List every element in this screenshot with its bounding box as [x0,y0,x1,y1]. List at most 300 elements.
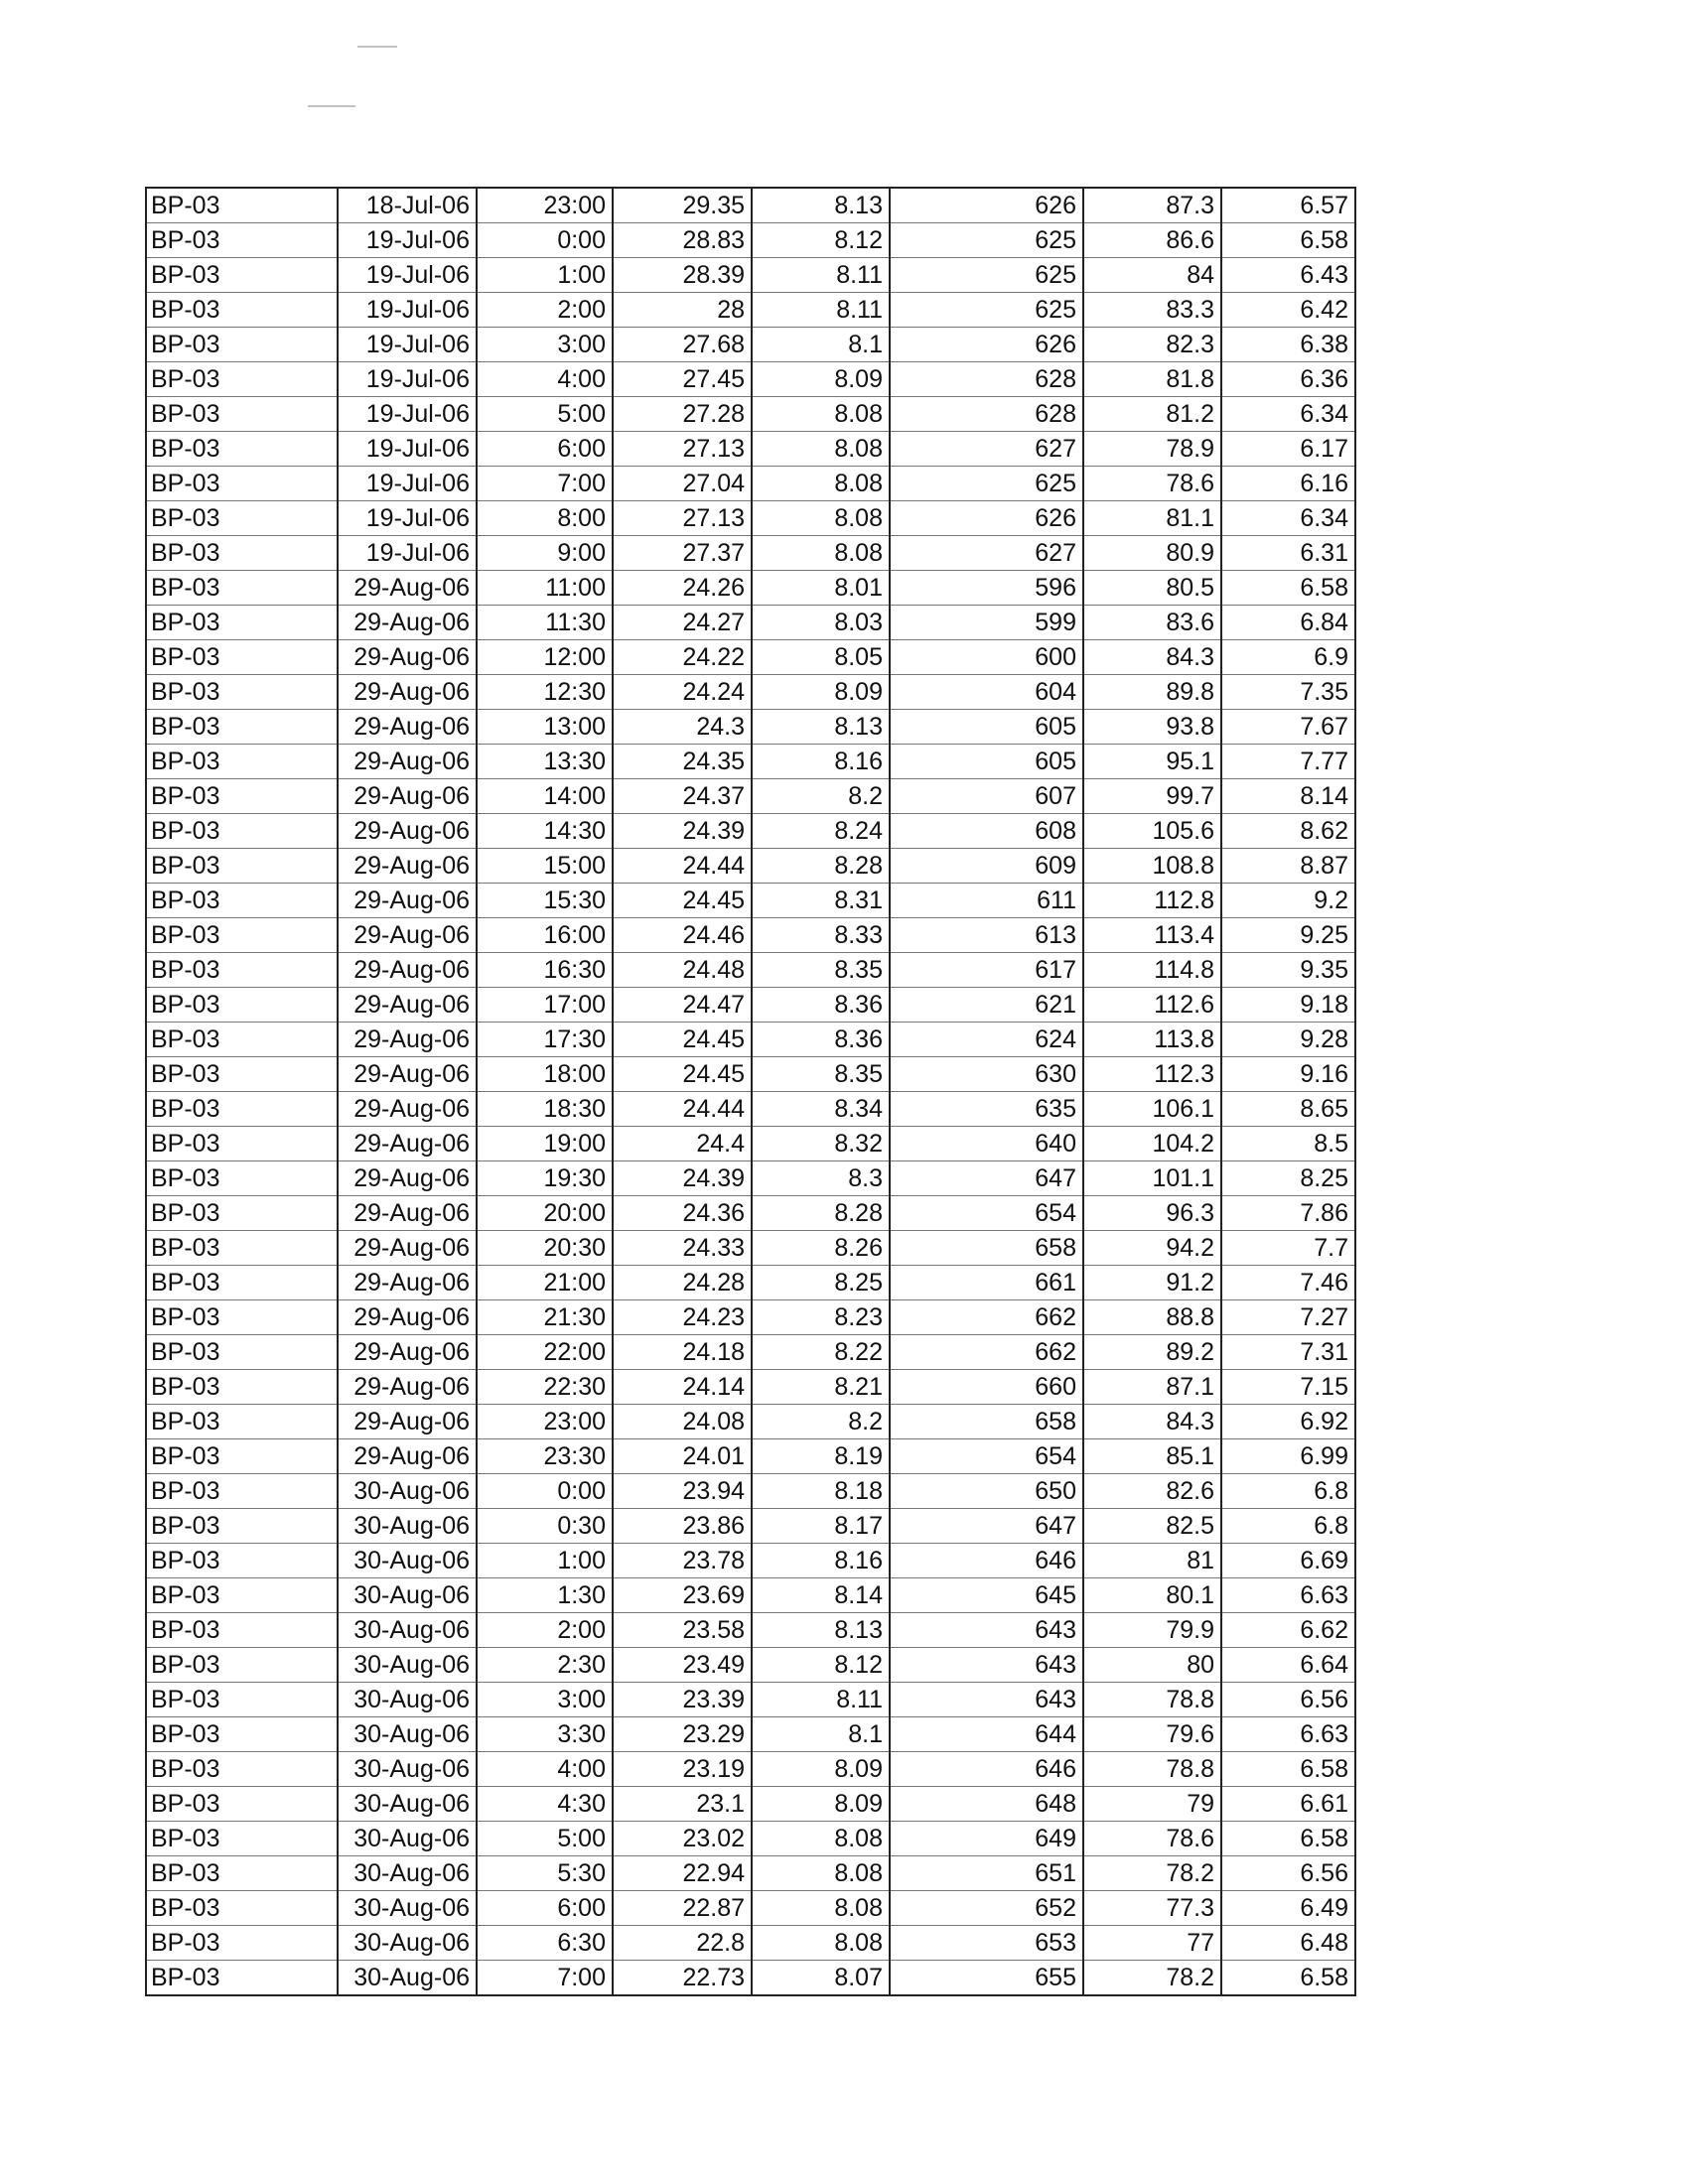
value-cell-4: 77.3 [1083,1891,1221,1926]
value-cell-2: 8.18 [752,1474,890,1509]
value-cell-1: 23.78 [613,1544,752,1578]
value-cell-4: 78.2 [1083,1961,1221,1996]
value-cell-3: 627 [890,536,1083,571]
table-row [146,1544,1355,1578]
value-cell-1: 23.1 [613,1787,752,1822]
value-cell-4: 104.2 [1083,1127,1221,1161]
value-cell-3: 647 [890,1161,1083,1196]
value-cell-3: 643 [890,1683,1083,1717]
value-cell-3: 628 [890,362,1083,397]
date-cell: 29-Aug-06 [338,918,477,953]
value-cell-2: 8.28 [752,849,890,884]
value-cell-4: 112.6 [1083,988,1221,1023]
table-row [146,571,1355,606]
date-cell: 19-Jul-06 [338,397,477,432]
time-cell: 4:00 [477,362,613,397]
time-cell: 12:00 [477,640,613,675]
value-cell-3: 653 [890,1926,1083,1961]
table-row [146,1926,1355,1961]
date-cell: 19-Jul-06 [338,328,477,362]
value-cell-1: 24.33 [613,1231,752,1266]
value-cell-3: 649 [890,1822,1083,1856]
value-cell-2: 8.36 [752,1023,890,1057]
value-cell-5: 6.49 [1221,1891,1355,1926]
value-cell-1: 23.58 [613,1613,752,1648]
value-cell-3: 625 [890,467,1083,501]
time-cell: 4:30 [477,1787,613,1822]
station-cell: BP-03 [146,293,338,328]
station-cell: BP-03 [146,953,338,988]
value-cell-5: 9.28 [1221,1023,1355,1057]
value-cell-4: 77 [1083,1926,1221,1961]
station-cell: BP-03 [146,467,338,501]
station-cell: BP-03 [146,501,338,536]
station-cell: BP-03 [146,1787,338,1822]
time-cell: 13:30 [477,745,613,779]
table-row [146,1127,1355,1161]
value-cell-3: 648 [890,1787,1083,1822]
value-cell-2: 8.34 [752,1092,890,1127]
table-row [146,1509,1355,1544]
value-cell-1: 28 [613,293,752,328]
value-cell-2: 8.21 [752,1370,890,1405]
date-cell: 29-Aug-06 [338,675,477,710]
date-cell: 18-Jul-06 [338,188,477,223]
value-cell-5: 6.42 [1221,293,1355,328]
value-cell-5: 7.31 [1221,1335,1355,1370]
value-cell-5: 6.38 [1221,328,1355,362]
value-cell-1: 24.14 [613,1370,752,1405]
value-cell-2: 8.12 [752,1648,890,1683]
time-cell: 0:00 [477,223,613,258]
scan-speck [308,105,355,107]
value-cell-3: 627 [890,432,1083,467]
station-cell: BP-03 [146,258,338,293]
value-cell-5: 6.58 [1221,1752,1355,1787]
value-cell-5: 6.31 [1221,536,1355,571]
value-cell-4: 78.6 [1083,1822,1221,1856]
date-cell: 30-Aug-06 [338,1474,477,1509]
date-cell: 29-Aug-06 [338,1335,477,1370]
time-cell: 3:00 [477,328,613,362]
table-row [146,467,1355,501]
value-cell-5: 7.77 [1221,745,1355,779]
value-cell-1: 23.49 [613,1648,752,1683]
value-cell-4: 89.2 [1083,1335,1221,1370]
value-cell-5: 6.57 [1221,188,1355,223]
date-cell: 29-Aug-06 [338,606,477,640]
value-cell-1: 24.18 [613,1335,752,1370]
value-cell-5: 7.67 [1221,710,1355,745]
value-cell-1: 24.28 [613,1266,752,1300]
value-cell-2: 8.05 [752,640,890,675]
value-cell-5: 6.56 [1221,1683,1355,1717]
value-cell-4: 79.6 [1083,1717,1221,1752]
table-row [146,1439,1355,1474]
station-cell: BP-03 [146,640,338,675]
value-cell-4: 79 [1083,1787,1221,1822]
value-cell-5: 6.8 [1221,1509,1355,1544]
date-cell: 19-Jul-06 [338,536,477,571]
time-cell: 3:00 [477,1683,613,1717]
table-row [146,1578,1355,1613]
value-cell-2: 8.2 [752,1405,890,1439]
value-cell-3: 654 [890,1439,1083,1474]
time-cell: 18:00 [477,1057,613,1092]
time-cell: 14:00 [477,779,613,814]
measurement-table [145,187,1356,1996]
time-cell: 2:00 [477,1613,613,1648]
value-cell-5: 6.92 [1221,1405,1355,1439]
value-cell-5: 6.34 [1221,397,1355,432]
date-cell: 29-Aug-06 [338,1161,477,1196]
table-row [146,675,1355,710]
value-cell-3: 626 [890,328,1083,362]
value-cell-2: 8.09 [752,1752,890,1787]
station-cell: BP-03 [146,1683,338,1717]
value-cell-5: 6.17 [1221,432,1355,467]
value-cell-4: 91.2 [1083,1266,1221,1300]
value-cell-4: 79.9 [1083,1613,1221,1648]
value-cell-2: 8.16 [752,1544,890,1578]
value-cell-1: 24.23 [613,1300,752,1335]
time-cell: 6:00 [477,1891,613,1926]
value-cell-4: 87.3 [1083,188,1221,223]
time-cell: 3:30 [477,1717,613,1752]
value-cell-3: 650 [890,1474,1083,1509]
value-cell-1: 24.08 [613,1405,752,1439]
time-cell: 11:30 [477,606,613,640]
value-cell-3: 630 [890,1057,1083,1092]
table-row [146,258,1355,293]
value-cell-5: 6.56 [1221,1856,1355,1891]
value-cell-4: 78.6 [1083,467,1221,501]
value-cell-5: 6.62 [1221,1613,1355,1648]
measurement-table-body [146,188,1355,1995]
station-cell: BP-03 [146,710,338,745]
value-cell-5: 9.25 [1221,918,1355,953]
value-cell-5: 7.27 [1221,1300,1355,1335]
station-cell: BP-03 [146,1405,338,1439]
table-row [146,1370,1355,1405]
value-cell-1: 23.69 [613,1578,752,1613]
time-cell: 15:00 [477,849,613,884]
time-cell: 6:30 [477,1926,613,1961]
station-cell: BP-03 [146,1127,338,1161]
value-cell-2: 8.13 [752,188,890,223]
value-cell-2: 8.25 [752,1266,890,1300]
value-cell-3: 611 [890,884,1083,918]
value-cell-2: 8.08 [752,1822,890,1856]
value-cell-2: 8.17 [752,1509,890,1544]
station-cell: BP-03 [146,606,338,640]
value-cell-4: 88.8 [1083,1300,1221,1335]
station-cell: BP-03 [146,918,338,953]
station-cell: BP-03 [146,1023,338,1057]
value-cell-1: 24.48 [613,953,752,988]
value-cell-5: 6.69 [1221,1544,1355,1578]
value-cell-2: 8.31 [752,884,890,918]
time-cell: 1:00 [477,1544,613,1578]
date-cell: 30-Aug-06 [338,1544,477,1578]
value-cell-3: 646 [890,1544,1083,1578]
time-cell: 23:00 [477,188,613,223]
value-cell-1: 24.46 [613,918,752,953]
value-cell-2: 8.26 [752,1231,890,1266]
value-cell-3: 662 [890,1300,1083,1335]
value-cell-5: 6.58 [1221,1822,1355,1856]
value-cell-5: 6.9 [1221,640,1355,675]
value-cell-4: 106.1 [1083,1092,1221,1127]
value-cell-2: 8.3 [752,1161,890,1196]
value-cell-3: 646 [890,1752,1083,1787]
value-cell-2: 8.08 [752,536,890,571]
value-cell-4: 87.1 [1083,1370,1221,1405]
value-cell-1: 24.37 [613,779,752,814]
date-cell: 30-Aug-06 [338,1717,477,1752]
value-cell-1: 27.37 [613,536,752,571]
value-cell-4: 81 [1083,1544,1221,1578]
value-cell-2: 8.08 [752,1891,890,1926]
value-cell-3: 658 [890,1231,1083,1266]
value-cell-3: 651 [890,1856,1083,1891]
value-cell-3: 625 [890,293,1083,328]
value-cell-1: 23.02 [613,1822,752,1856]
station-cell: BP-03 [146,1509,338,1544]
value-cell-2: 8.12 [752,223,890,258]
value-cell-5: 6.34 [1221,501,1355,536]
date-cell: 29-Aug-06 [338,1370,477,1405]
value-cell-4: 85.1 [1083,1439,1221,1474]
date-cell: 29-Aug-06 [338,849,477,884]
date-cell: 29-Aug-06 [338,1231,477,1266]
value-cell-3: 661 [890,1266,1083,1300]
station-cell: BP-03 [146,1266,338,1300]
station-cell: BP-03 [146,1161,338,1196]
time-cell: 21:00 [477,1266,613,1300]
station-cell: BP-03 [146,1335,338,1370]
value-cell-5: 9.16 [1221,1057,1355,1092]
time-cell: 5:00 [477,397,613,432]
time-cell: 2:30 [477,1648,613,1683]
time-cell: 17:00 [477,988,613,1023]
value-cell-5: 6.16 [1221,467,1355,501]
value-cell-4: 80.9 [1083,536,1221,571]
time-cell: 12:30 [477,675,613,710]
station-cell: BP-03 [146,1856,338,1891]
value-cell-5: 6.99 [1221,1439,1355,1474]
value-cell-3: 644 [890,1717,1083,1752]
value-cell-5: 9.35 [1221,953,1355,988]
table-row [146,779,1355,814]
value-cell-3: 621 [890,988,1083,1023]
value-cell-4: 112.8 [1083,884,1221,918]
value-cell-4: 84.3 [1083,1405,1221,1439]
time-cell: 20:30 [477,1231,613,1266]
table-row [146,988,1355,1023]
date-cell: 30-Aug-06 [338,1822,477,1856]
station-cell: BP-03 [146,1648,338,1683]
time-cell: 0:30 [477,1509,613,1544]
value-cell-2: 8.19 [752,1439,890,1474]
value-cell-3: 607 [890,779,1083,814]
value-cell-3: 647 [890,1509,1083,1544]
value-cell-3: 645 [890,1578,1083,1613]
date-cell: 29-Aug-06 [338,779,477,814]
value-cell-4: 114.8 [1083,953,1221,988]
value-cell-1: 23.29 [613,1717,752,1752]
value-cell-4: 95.1 [1083,745,1221,779]
value-cell-3: 643 [890,1648,1083,1683]
value-cell-2: 8.11 [752,258,890,293]
time-cell: 2:00 [477,293,613,328]
table-row [146,1196,1355,1231]
table-row [146,745,1355,779]
value-cell-3: 624 [890,1023,1083,1057]
date-cell: 19-Jul-06 [338,467,477,501]
scan-speck [357,46,397,48]
value-cell-3: 652 [890,1891,1083,1926]
table-row [146,1231,1355,1266]
table-row [146,1405,1355,1439]
time-cell: 15:30 [477,884,613,918]
station-cell: BP-03 [146,745,338,779]
date-cell: 30-Aug-06 [338,1683,477,1717]
table-row [146,640,1355,675]
value-cell-4: 81.1 [1083,501,1221,536]
time-cell: 1:30 [477,1578,613,1613]
station-cell: BP-03 [146,1717,338,1752]
date-cell: 29-Aug-06 [338,1405,477,1439]
station-cell: BP-03 [146,814,338,849]
value-cell-1: 24.44 [613,849,752,884]
time-cell: 14:30 [477,814,613,849]
value-cell-5: 8.87 [1221,849,1355,884]
station-cell: BP-03 [146,988,338,1023]
value-cell-5: 7.35 [1221,675,1355,710]
time-cell: 19:00 [477,1127,613,1161]
value-cell-2: 8.08 [752,1856,890,1891]
value-cell-3: 662 [890,1335,1083,1370]
value-cell-2: 8.35 [752,1057,890,1092]
value-cell-3: 604 [890,675,1083,710]
table-row [146,1856,1355,1891]
value-cell-4: 105.6 [1083,814,1221,849]
station-cell: BP-03 [146,571,338,606]
value-cell-5: 6.63 [1221,1578,1355,1613]
value-cell-1: 24.22 [613,640,752,675]
value-cell-1: 27.04 [613,467,752,501]
time-cell: 1:00 [477,258,613,293]
value-cell-3: 655 [890,1961,1083,1996]
table-row [146,432,1355,467]
value-cell-5: 6.48 [1221,1926,1355,1961]
value-cell-5: 6.36 [1221,362,1355,397]
table-row [146,397,1355,432]
value-cell-1: 27.13 [613,501,752,536]
value-cell-1: 24.39 [613,814,752,849]
value-cell-2: 8.36 [752,988,890,1023]
table-row [146,223,1355,258]
time-cell: 7:00 [477,1961,613,1996]
date-cell: 29-Aug-06 [338,988,477,1023]
value-cell-4: 108.8 [1083,849,1221,884]
value-cell-4: 84 [1083,258,1221,293]
value-cell-3: 626 [890,188,1083,223]
value-cell-2: 8.09 [752,362,890,397]
time-cell: 23:30 [477,1439,613,1474]
value-cell-4: 83.3 [1083,293,1221,328]
time-cell: 8:00 [477,501,613,536]
time-cell: 5:00 [477,1822,613,1856]
station-cell: BP-03 [146,536,338,571]
value-cell-3: 658 [890,1405,1083,1439]
table-row [146,814,1355,849]
value-cell-1: 28.83 [613,223,752,258]
time-cell: 4:00 [477,1752,613,1787]
date-cell: 30-Aug-06 [338,1648,477,1683]
value-cell-1: 24.35 [613,745,752,779]
value-cell-2: 8.13 [752,1613,890,1648]
date-cell: 29-Aug-06 [338,1127,477,1161]
value-cell-2: 8.22 [752,1335,890,1370]
value-cell-2: 8.03 [752,606,890,640]
value-cell-4: 99.7 [1083,779,1221,814]
value-cell-1: 27.68 [613,328,752,362]
value-cell-5: 6.58 [1221,223,1355,258]
value-cell-1: 24.3 [613,710,752,745]
value-cell-1: 29.35 [613,188,752,223]
table-row [146,1891,1355,1926]
station-cell: BP-03 [146,1961,338,1996]
time-cell: 5:30 [477,1856,613,1891]
date-cell: 29-Aug-06 [338,1266,477,1300]
table-row [146,849,1355,884]
date-cell: 29-Aug-06 [338,884,477,918]
station-cell: BP-03 [146,1544,338,1578]
table-row [146,1961,1355,1996]
value-cell-1: 28.39 [613,258,752,293]
date-cell: 19-Jul-06 [338,432,477,467]
date-cell: 19-Jul-06 [338,223,477,258]
table-row [146,1057,1355,1092]
date-cell: 30-Aug-06 [338,1961,477,1996]
value-cell-4: 80.1 [1083,1578,1221,1613]
station-cell: BP-03 [146,1231,338,1266]
table-row [146,328,1355,362]
table-row [146,1613,1355,1648]
date-cell: 19-Jul-06 [338,258,477,293]
value-cell-4: 94.2 [1083,1231,1221,1266]
value-cell-1: 24.4 [613,1127,752,1161]
value-cell-3: 643 [890,1613,1083,1648]
value-cell-1: 24.45 [613,1057,752,1092]
value-cell-5: 6.84 [1221,606,1355,640]
date-cell: 29-Aug-06 [338,640,477,675]
time-cell: 19:30 [477,1161,613,1196]
value-cell-3: 599 [890,606,1083,640]
date-cell: 30-Aug-06 [338,1891,477,1926]
table-row [146,918,1355,953]
date-cell: 29-Aug-06 [338,1439,477,1474]
time-cell: 21:30 [477,1300,613,1335]
value-cell-2: 8.1 [752,328,890,362]
value-cell-4: 81.8 [1083,362,1221,397]
table-row [146,1648,1355,1683]
value-cell-4: 113.8 [1083,1023,1221,1057]
date-cell: 30-Aug-06 [338,1613,477,1648]
station-cell: BP-03 [146,223,338,258]
